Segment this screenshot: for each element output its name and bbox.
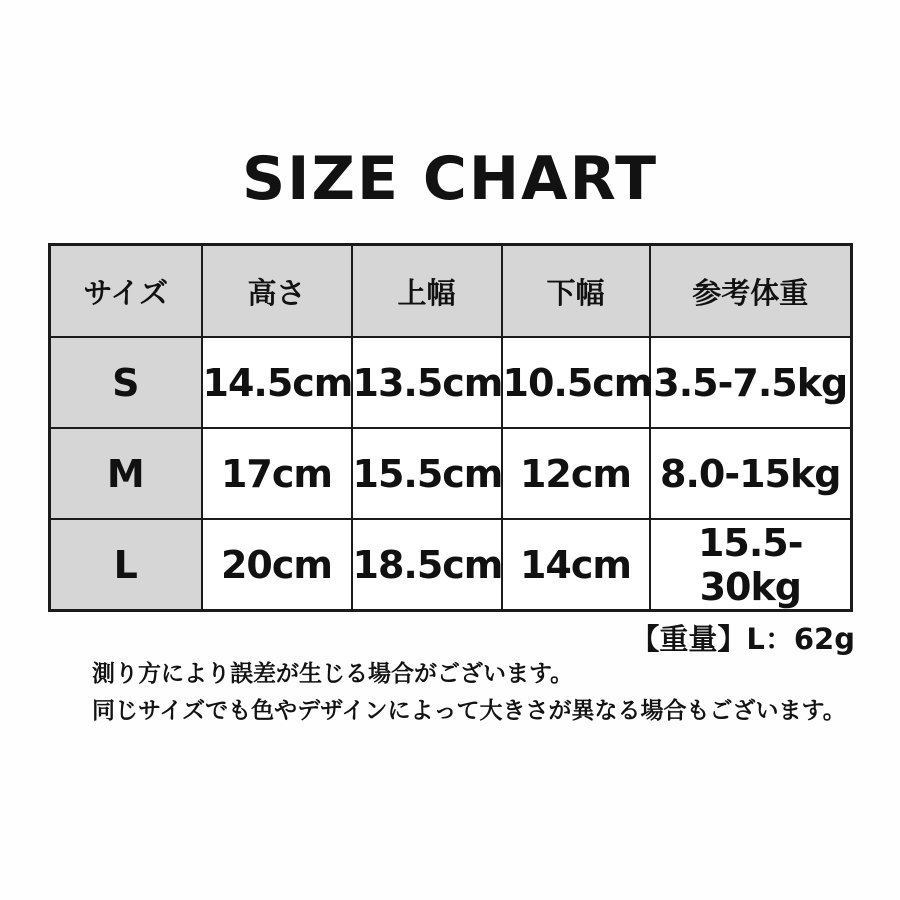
table-row-s [50, 337, 852, 428]
row-label-m: M [50, 428, 202, 519]
cell-l-bottom-width: 14cm [502, 519, 650, 611]
header-size: サイズ [50, 245, 202, 338]
cell-s-weight: 3.5-7.5kg [650, 337, 852, 428]
cell-m-weight: 8.0-15kg [650, 428, 852, 519]
table-row-m [50, 428, 852, 519]
cell-m-height: 17cm [202, 428, 352, 519]
header-height: 高さ [202, 245, 352, 338]
cell-l-height: 20cm [202, 519, 352, 611]
cell-s-bottom-width: 10.5cm [502, 337, 650, 428]
table-row-l [50, 519, 852, 611]
header-reference-weight: 参考体重 [650, 245, 852, 338]
row-label-l: L [50, 519, 202, 611]
disclaimer-line-1: 測り方により誤差が生じる場合がございます。 [92, 661, 574, 687]
cell-m-top-width: 15.5cm [352, 428, 502, 519]
table-header-row [50, 245, 852, 338]
cell-s-top-width: 13.5cm [352, 337, 502, 428]
row-label-s: S [50, 337, 202, 428]
header-bottom-width: 下幅 [502, 245, 650, 338]
size-chart-table [48, 243, 853, 612]
header-top-width: 上幅 [352, 245, 502, 338]
disclaimer-line-2: 同じサイズでも色やデザインによって大きさが異なる場合もございます。 [92, 698, 846, 724]
cell-l-weight: 15.5-30kg [650, 519, 852, 611]
cell-m-bottom-width: 12cm [502, 428, 650, 519]
item-weight-note: 【重量】L：62g [630, 622, 855, 656]
cell-s-height: 14.5cm [202, 337, 352, 428]
disclaimer-notes [92, 656, 872, 730]
cell-l-top-width: 18.5cm [352, 519, 502, 611]
page-title: SIZE CHART [241, 144, 659, 214]
